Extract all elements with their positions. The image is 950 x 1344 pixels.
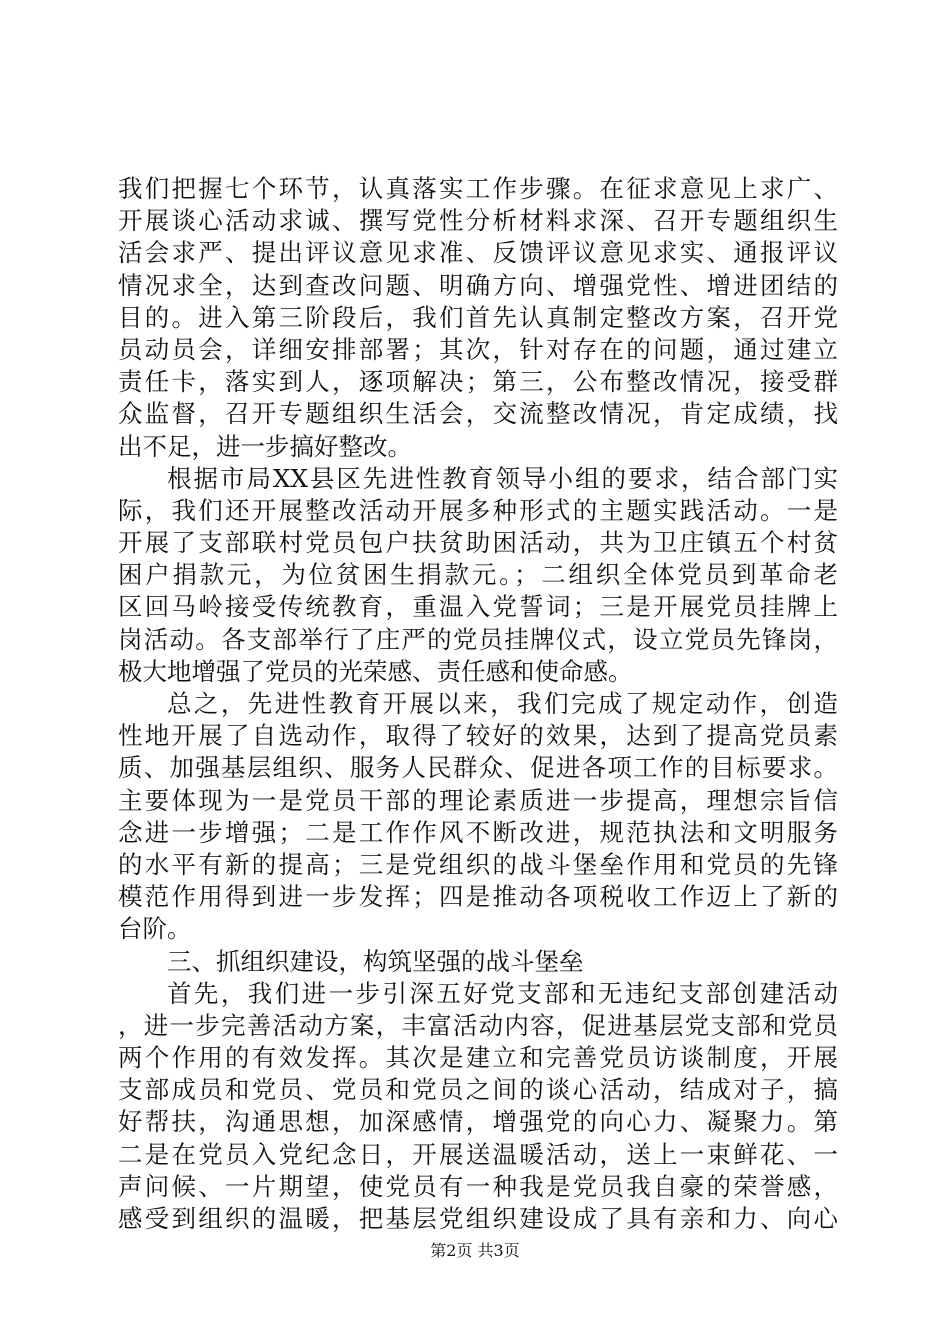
- text-line: 两个作用的有效发挥。其次是建立和完善党员访谈制度，开展: [118, 1043, 838, 1073]
- text-line: 我们把握七个环节，认真落实工作步骤。在征求意见上求广、: [118, 174, 838, 203]
- text-line: ，进一步完善活动方案，丰富活动内容，促进基层党支部和党员: [118, 1010, 838, 1040]
- text-line: 出不足，进一步搞好整改。: [118, 431, 412, 461]
- document-body: [118, 173, 838, 1235]
- text-line: 活会求严、提出评议意见求准、反馈评议意见求实、通报评议: [118, 238, 838, 268]
- page-footer: 第2页 共3页: [430, 1241, 520, 1260]
- text-line: 根据市局XX县区先进性教育领导小组的要求，结合部门实: [167, 463, 838, 493]
- text-line: 开展谈心活动求诚、撰写党性分析材料求深、召开专题组织生: [118, 206, 838, 236]
- text-line: 极大地增强了党员的光荣感、责任感和使命感。: [118, 656, 633, 686]
- text-line: 性地开展了自选动作，取得了较好的效果，达到了提高党员素: [118, 721, 838, 751]
- text-line: 台阶。: [118, 914, 192, 944]
- text-line: 责任卡，落实到人，逐项解决；第三，公布整改情况，接受群: [118, 367, 838, 397]
- text-line: 的水平有新的提高；三是党组织的战斗堡垒作用和党员的先锋: [118, 849, 838, 879]
- text-line: 目的。进入第三阶段后，我们首先认真制定整改方案，召开党: [118, 302, 838, 332]
- text-line: 质、加强基层组织、服务人民群众、促进各项工作的目标要求。: [118, 753, 838, 783]
- text-line: 好帮扶，沟通思想，加深感情，增强党的向心力、凝聚力。第: [118, 1107, 838, 1137]
- text-line: 二是在党员入党纪念日，开展送温暖活动，送上一束鲜花、一: [118, 1139, 838, 1169]
- text-line: 总之，先进性教育开展以来，我们完成了规定动作，创造: [167, 689, 838, 718]
- text-line: 念进一步增强；二是工作作风不断改进，规范执法和文明服务: [118, 817, 838, 847]
- text-line: 支部成员和党员、党员和党员之间的谈心活动，结成对子，搞: [118, 1075, 838, 1105]
- text-line: 众监督，召开专题组织生活会，交流整改情况，肯定成绩，找: [118, 399, 838, 429]
- text-line: 首先，我们进一步引深五好党支部和无违纪支部创建活动: [167, 978, 838, 1008]
- text-line: 员动员会，详细安排部署；其次，针对存在的问题，通过建立: [118, 334, 838, 364]
- text-line: 际，我们还开展整改活动开展多种形式的主题实践活动。一是: [118, 495, 838, 525]
- text-line: 困户捐款元，为位贫困生捐款元。；二组织全体党员到革命老: [118, 560, 838, 590]
- text-line: 声问候、一片期望，使党员有一种我是党员我自豪的荣誉感，: [118, 1171, 838, 1201]
- text-line: 开展了支部联村党员包户扶贫助困活动，共为卫庄镇五个村贫: [118, 528, 838, 558]
- text-line: 模范作用得到进一步发挥；四是推动各项税收工作迈上了新的: [118, 882, 838, 912]
- text-line: 区回马岭接受传统教育，重温入党誓词；三是开展党员挂牌上: [118, 592, 838, 622]
- text-line: 情况求全，达到查改问题、明确方向、增强党性、增进团结的: [118, 270, 838, 300]
- text-line: 三、抓组织建设，构筑坚强的战斗堡垒: [167, 946, 584, 976]
- text-line: 感受到组织的温暖，把基层党组织建设成了具有亲和力、向心: [118, 1204, 838, 1233]
- text-line: 岗活动。各支部举行了庄严的党员挂牌仪式，设立党员先锋岗，: [118, 624, 838, 654]
- text-line: 主要体现为一是党员干部的理论素质进一步提高，理想宗旨信: [118, 785, 838, 815]
